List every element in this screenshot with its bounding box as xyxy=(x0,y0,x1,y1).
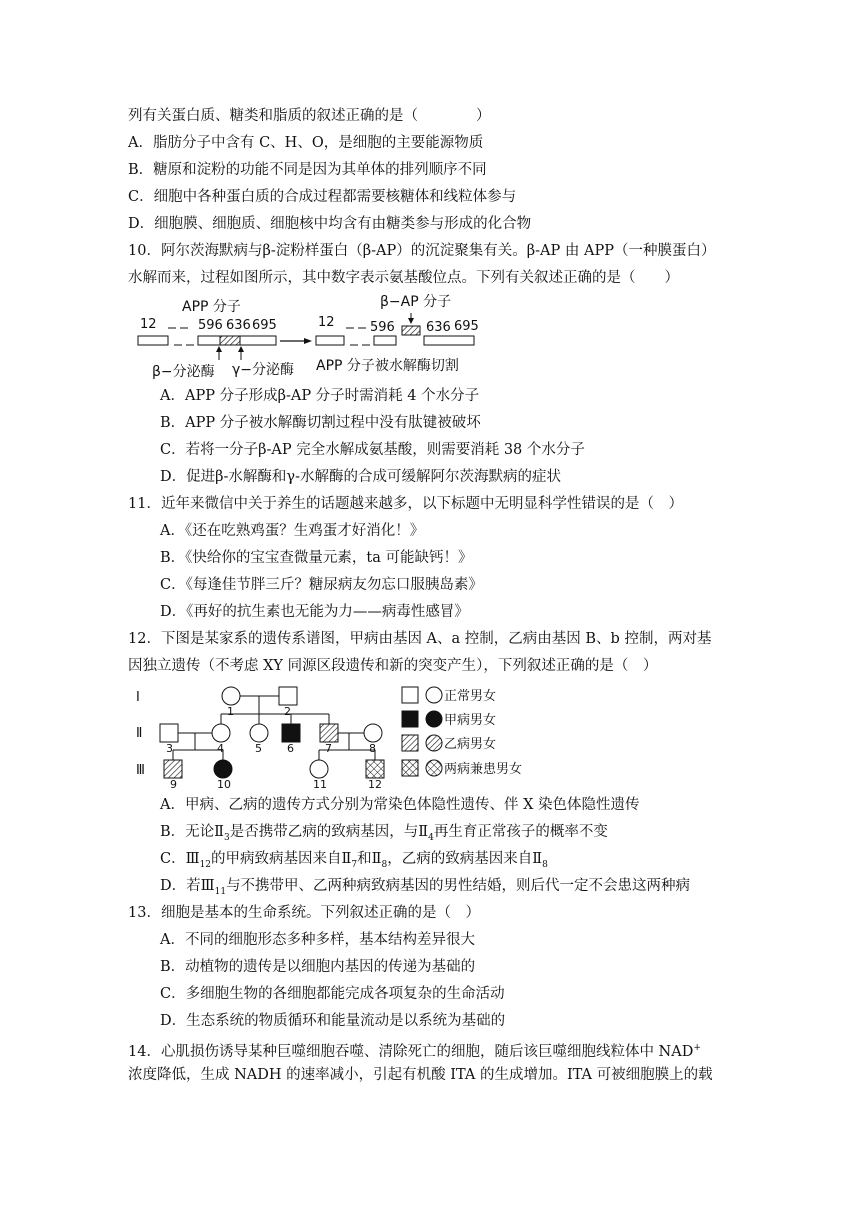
individual-5 xyxy=(250,724,268,742)
legend-normal-label: 正常男女 xyxy=(444,689,497,704)
q14-stem-line1: 14．心肌损伤诱导某种巨噬细胞吞噬、清除死亡的细胞，随后该巨噬细胞线粒体中 NAD+ xyxy=(128,1043,701,1060)
individual-9 xyxy=(164,760,182,778)
id-7: 7 xyxy=(325,742,332,755)
generation-label-3: Ⅲ xyxy=(136,763,145,778)
q14-stem-line2: 浓度降低，生成 NADH 的速率减小，引起有机酸 ITA 的生成增加。ITA 可被细胞膜上的载 xyxy=(128,1067,713,1083)
legend-disease-a-male-icon xyxy=(402,711,418,727)
cut-segment-2 xyxy=(374,336,396,345)
q9-stem: 列有关蛋白质、糖类和脂质的叙述正确的是（ ） xyxy=(128,108,491,124)
id-6: 6 xyxy=(287,742,294,755)
generation-label-1: Ⅰ xyxy=(136,690,140,705)
beta-ap-molecule-label: β−AP 分子 xyxy=(380,294,452,310)
q11-option-b: B．《快给你的宝宝查微量元素，ta 可能缺钙！》 xyxy=(160,550,473,566)
beta-ap-pointer-arrowhead xyxy=(408,318,414,324)
id-2: 2 xyxy=(284,705,291,718)
pedigree-chart xyxy=(130,680,550,792)
gamma-secretase-label: γ−分泌酶 xyxy=(232,362,295,378)
id-11: 11 xyxy=(313,778,327,791)
cut-num-12: 12 xyxy=(318,315,335,330)
app-num-596: 596 xyxy=(198,318,223,333)
legend-both-label: 两病兼患男女 xyxy=(444,762,523,777)
cut-num-596: 596 xyxy=(370,320,395,335)
q12-option-a: A．甲病、乙病的遗传方式分别为常染色体隐性遗传、伴 X 染色体隐性遗传 xyxy=(160,797,640,813)
id-12: 12 xyxy=(368,778,382,791)
q10-option-c: C．若将一分子β-AP 完全水解成氨基酸，则需要消耗 38 个水分子 xyxy=(160,442,585,458)
id-3: 3 xyxy=(166,742,173,755)
gamma-secretase-arrowhead xyxy=(238,346,244,352)
q12-stem-line2: 因独立遗传（不考虑 XY 同源区段遗传和新的突变产生），下列叙述正确的是（ ） xyxy=(128,658,658,674)
individual-6 xyxy=(282,724,300,742)
q11-option-a: A．《还在吃熟鸡蛋？生鸡蛋才好消化！》 xyxy=(160,523,425,539)
legend-disease-b-label: 乙病男女 xyxy=(444,737,497,752)
legend-both-female-icon xyxy=(426,760,442,776)
beta-ap-fragment xyxy=(402,326,420,335)
id-1: 1 xyxy=(227,705,234,718)
q12-option-c: C．$Ⅲ_{12}$的甲病致病基因来自$Ⅱ_7$和$Ⅱ_8$，乙病的致病基因来自$Ⅱ_8$ xyxy=(160,851,548,870)
beta-secretase-label: β−分泌酶 xyxy=(152,364,215,380)
legend-normal-male-icon xyxy=(402,687,418,703)
legend-disease-b-female-icon xyxy=(426,735,442,751)
q9-option-d: D．细胞膜、细胞质、细胞核中均含有由糖类参与形成的化合物 xyxy=(128,216,532,232)
cut-num-636: 636 xyxy=(426,320,451,335)
process-arrowhead xyxy=(304,338,312,344)
q10-option-b: B．APP 分子被水解酶切割过程中没有肽键被破坏 xyxy=(160,415,481,431)
legend-normal-female-icon xyxy=(426,687,442,703)
q12-option-b: B．无论$Ⅱ_3$是否携带乙病的致病基因，与$Ⅱ_4$再生育正常孩子的概率不变 xyxy=(160,824,608,843)
individual-8 xyxy=(364,724,382,742)
q13-option-d: D．生态系统的物质循环和能量流动是以系统为基础的 xyxy=(160,1013,506,1029)
legend-disease-a-female-icon xyxy=(426,711,442,727)
app-beta-ap-segment xyxy=(220,336,240,345)
q9-option-a: A．脂肪分子中含有 C、H、O，是细胞的主要能源物质 xyxy=(128,135,484,151)
q10-stem-line2: 水解而来，过程如图所示，其中数字表示氨基酸位点。下列有关叙述正确的是（ ） xyxy=(128,270,679,286)
app-molecule-label: APP 分子 xyxy=(182,299,241,315)
app-num-695: 695 xyxy=(252,318,277,333)
individual-2 xyxy=(279,687,297,705)
cut-segment-1 xyxy=(316,336,344,345)
app-num-636: 636 xyxy=(226,318,251,333)
cleavage-caption: APP 分子被水解酶切割 xyxy=(316,358,459,374)
q11-option-d: D．《再好的抗生素也无能为力——病毒性感冒》 xyxy=(160,604,469,620)
legend-disease-b-male-icon xyxy=(402,735,418,751)
q11-stem: 11．近年来微信中关于养生的话题越来越多，以下标题中无明显科学性错误的是（ ） xyxy=(128,496,683,512)
q10-option-d: D．促进β-水解酶和γ-水解酶的合成可缓解阿尔茨海默病的症状 xyxy=(160,469,561,485)
q13-stem: 13．细胞是基本的生命系统。下列叙述正确的是（ ） xyxy=(128,905,480,921)
q10-option-a: A．APP 分子形成β-AP 分子时需消耗 4 个水分子 xyxy=(160,388,480,404)
q10-stem-line1: 10．阿尔茨海默病与β-淀粉样蛋白（β-AP）的沉淀聚集有关。β-AP 由 APP（一种膜蛋白） xyxy=(128,243,716,259)
legend-both-male-icon xyxy=(402,760,418,776)
cut-segment-3 xyxy=(424,336,474,345)
individual-12 xyxy=(366,760,384,778)
q12-option-d: D．若$Ⅲ_{11}$与不携带甲、乙两种病致病基因的男性结婚，则后代一定不会患这两种病 xyxy=(160,878,691,897)
id-9: 9 xyxy=(170,778,177,791)
app-segment-2 xyxy=(198,336,220,345)
q9-option-b: B．糖原和淀粉的功能不同是因为其单体的排列顺序不同 xyxy=(128,162,487,178)
q13-option-c: C．多细胞生物的各细胞都能完成各项复杂的生命活动 xyxy=(160,986,505,1002)
q13-option-a: A．不同的细胞形态多种多样，基本结构差异很大 xyxy=(160,932,475,948)
app-segment-3 xyxy=(240,336,276,345)
beta-secretase-arrowhead xyxy=(216,346,222,352)
id-8: 8 xyxy=(369,742,376,755)
q11-option-c: C．《每逢佳节胖三斤？糖尿病友勿忘口服胰岛素》 xyxy=(160,577,483,593)
q9-option-c: C．细胞中各种蛋白质的合成过程都需要核糖体和线粒体参与 xyxy=(128,189,517,205)
individual-1 xyxy=(222,687,240,705)
cut-num-695: 695 xyxy=(454,319,479,334)
generation-label-2: Ⅱ xyxy=(136,726,143,741)
individual-3 xyxy=(160,724,178,742)
individual-7 xyxy=(320,724,338,742)
individual-11 xyxy=(310,760,328,778)
id-10: 10 xyxy=(217,778,231,791)
q13-option-b: B．动植物的遗传是以细胞内基因的传递为基础的 xyxy=(160,959,476,975)
app-num-12: 12 xyxy=(140,317,157,332)
individual-4 xyxy=(212,724,230,742)
id-4: 4 xyxy=(217,742,224,755)
individual-10 xyxy=(214,760,232,778)
q12-stem-line1: 12．下图是某家系的遗传系谱图，甲病由基因 A、a 控制，乙病由基因 B、b 控制，两对基 xyxy=(128,631,712,647)
app-segment-1 xyxy=(138,336,168,345)
app-cleavage-figure xyxy=(130,292,490,386)
legend-disease-a-label: 甲病男女 xyxy=(444,713,497,728)
id-5: 5 xyxy=(255,742,262,755)
